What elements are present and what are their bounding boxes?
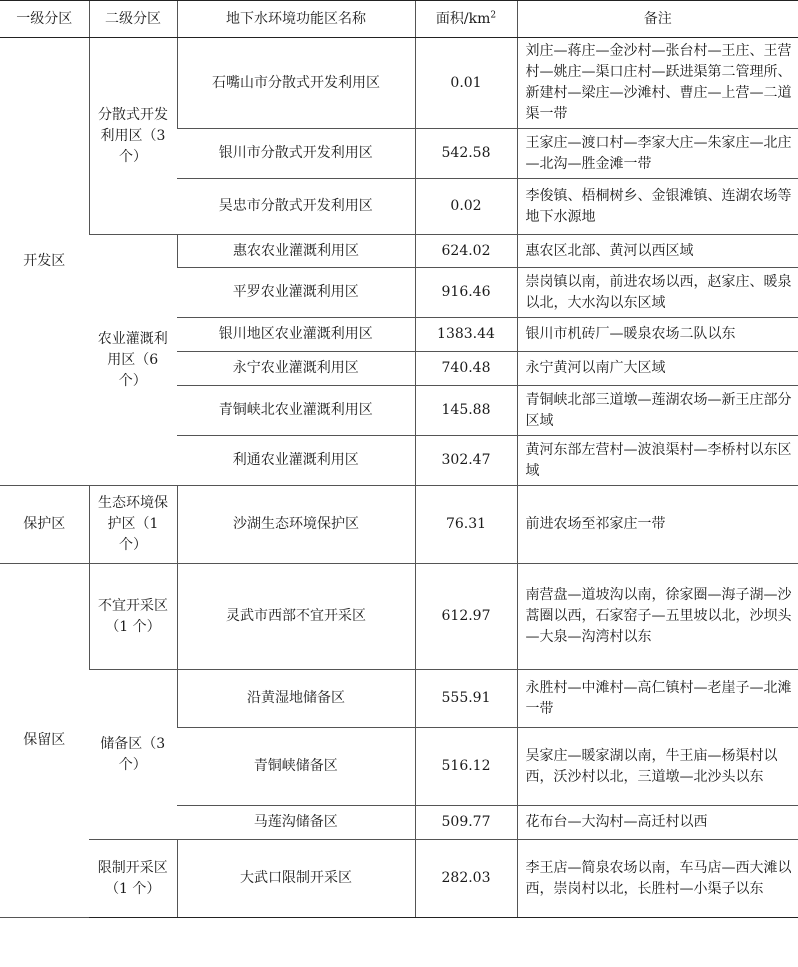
zone-note: 花布台—大沟村—高迁村以西 bbox=[517, 806, 798, 840]
zone-name: 大武口限制开采区 bbox=[177, 840, 415, 918]
zone-name: 灵武市西部不宜开采区 bbox=[177, 564, 415, 670]
zone-area: 555.91 bbox=[415, 670, 517, 728]
subgroup-cell-irrigation: 农业灌溉利用区（6 个） bbox=[89, 235, 177, 486]
zone-area: 1383.44 bbox=[415, 318, 517, 352]
zone-area: 282.03 bbox=[415, 840, 517, 918]
zone-note: 青铜峡北部三道墩—莲湖农场—新王庄部分区域 bbox=[517, 386, 798, 436]
zone-name: 沙湖生态环境保护区 bbox=[177, 486, 415, 564]
subgroup-cell-unsuitable: 不宜开采区（1 个） bbox=[89, 564, 177, 670]
zone-name: 石嘴山市分散式开发利用区 bbox=[177, 38, 415, 129]
zone-note: 刘庄—蒋庄—金沙村—张台村—王庄、王营村—姚庄—渠口庄村—跃进渠第二管理所、新建村—梁庄—沙滩村、曹庄—上营—二道渠一带 bbox=[517, 38, 798, 129]
subgroup-cell-restricted: 限制开采区（1 个） bbox=[89, 840, 177, 918]
table-row bbox=[0, 840, 798, 918]
zone-area: 916.46 bbox=[415, 268, 517, 318]
zone-area: 516.12 bbox=[415, 728, 517, 806]
zone-area: 0.02 bbox=[415, 179, 517, 235]
zone-name: 马莲沟储备区 bbox=[177, 806, 415, 840]
header-note: 备注 bbox=[517, 1, 798, 38]
header-level2: 二级分区 bbox=[89, 1, 177, 38]
zone-area: 0.01 bbox=[415, 38, 517, 129]
zone-note: 永胜村—中滩村—高仁镇村—老崖子—北滩一带 bbox=[517, 670, 798, 728]
subgroup-cell-storage: 储备区（3 个） bbox=[89, 670, 177, 840]
zone-name: 青铜峡储备区 bbox=[177, 728, 415, 806]
zone-note: 王家庄—渡口村—李家大庄—朱家庄—北庄—北沟—胜金滩一带 bbox=[517, 129, 798, 179]
zone-note: 吴家庄—暖家湖以南，牛王庙—杨渠村以西，沃沙村以北，三道墩—北沙头以东 bbox=[517, 728, 798, 806]
zone-area: 509.77 bbox=[415, 806, 517, 840]
zone-area: 624.02 bbox=[415, 235, 517, 268]
zone-note: 前进农场至祁家庄一带 bbox=[517, 486, 798, 564]
zone-name: 惠农农业灌溉利用区 bbox=[177, 235, 415, 268]
table-row bbox=[0, 235, 798, 268]
zone-area: 740.48 bbox=[415, 352, 517, 386]
subgroup-cell-dispersed: 分散式开发利用区（3 个） bbox=[89, 38, 177, 235]
header-area bbox=[415, 1, 517, 38]
zone-area: 542.58 bbox=[415, 129, 517, 179]
header-area-label: 面积/km bbox=[435, 10, 491, 27]
table-row bbox=[0, 486, 798, 564]
subgroup-cell-eco: 生态环境保护区（1 个） bbox=[89, 486, 177, 564]
zone-name: 银川市分散式开发利用区 bbox=[177, 129, 415, 179]
zone-area: 145.88 bbox=[415, 386, 517, 436]
zone-name: 青铜峡北农业灌溉利用区 bbox=[177, 386, 415, 436]
header-name: 地下水环境功能区名称 bbox=[177, 1, 415, 38]
zone-note: 黄河东部左营村—波浪渠村—李桥村以东区域 bbox=[517, 436, 798, 486]
header-row bbox=[0, 1, 798, 38]
zone-name: 永宁农业灌溉利用区 bbox=[177, 352, 415, 386]
group-cell-dev: 开发区 bbox=[0, 38, 89, 486]
zone-area: 302.47 bbox=[415, 436, 517, 486]
zone-area: 76.31 bbox=[415, 486, 517, 564]
zone-area: 612.97 bbox=[415, 564, 517, 670]
zone-name: 吴忠市分散式开发利用区 bbox=[177, 179, 415, 235]
zone-note: 崇岗镇以南，前进农场以西，赵家庄、暖泉以北，大水沟以东区域 bbox=[517, 268, 798, 318]
zone-note: 惠农区北部、黄河以西区域 bbox=[517, 235, 798, 268]
table-row bbox=[0, 564, 798, 670]
table-row bbox=[0, 670, 798, 728]
table-row bbox=[0, 38, 798, 129]
header-level1: 一级分区 bbox=[0, 1, 89, 38]
zone-note: 永宁黄河以南广大区域 bbox=[517, 352, 798, 386]
group-cell-protect: 保护区 bbox=[0, 486, 89, 564]
zone-name: 沿黄湿地储备区 bbox=[177, 670, 415, 728]
zone-note: 南营盘—道坡沟以南，徐家圈—海子湖—沙蒿圈以西，石家窑子—五里坡以北，沙坝头—大泉—沟湾村以东 bbox=[517, 564, 798, 670]
header-area-sup: 2 bbox=[490, 9, 497, 20]
zone-note: 银川市机砖厂—暖泉农场二队以东 bbox=[517, 318, 798, 352]
zone-name: 银川地区农业灌溉利用区 bbox=[177, 318, 415, 352]
zone-name: 利通农业灌溉利用区 bbox=[177, 436, 415, 486]
zone-name: 平罗农业灌溉利用区 bbox=[177, 268, 415, 318]
zone-note: 李王店—简泉农场以南，车马店—西大滩以西，崇岗村以北，长胜村—小渠子以东 bbox=[517, 840, 798, 918]
group-cell-reserve: 保留区 bbox=[0, 564, 89, 918]
zone-note: 李俊镇、梧桐树乡、金银滩镇、连湖农场等地下水源地 bbox=[517, 179, 798, 235]
